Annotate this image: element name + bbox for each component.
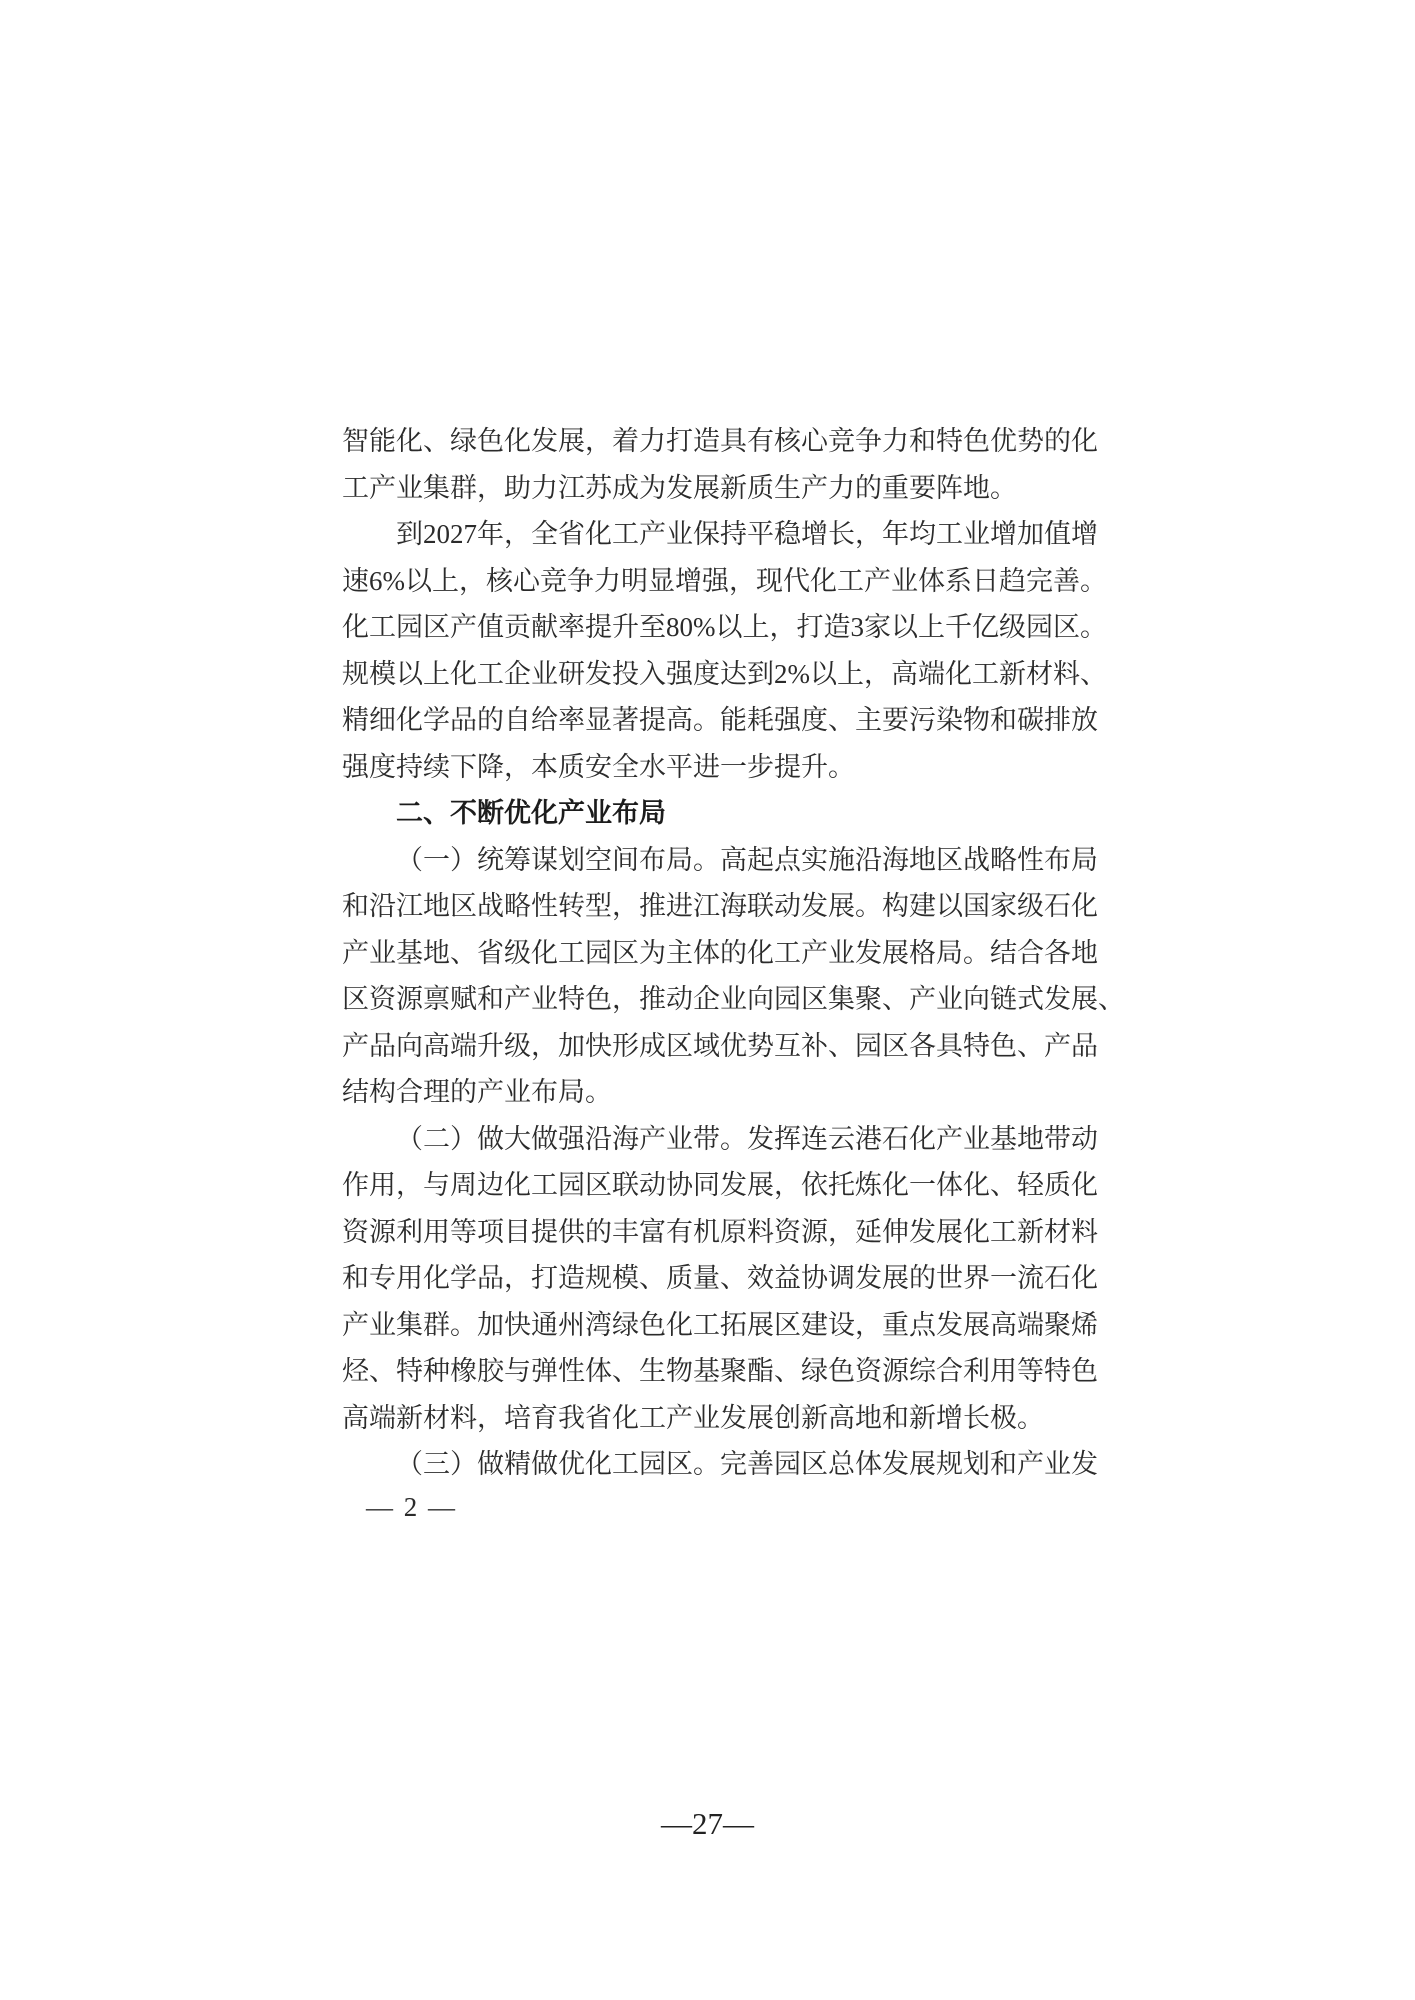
text-line: 精细化学品的自给率显著提高。能耗强度、主要污染物和碳排放 (342, 705, 1098, 735)
text-line: 强度持续下降，本质安全水平进一步提升。 (342, 751, 855, 782)
text-line: 智能化、绿色化发展，着力打造具有核心竞争力和特色优势的化 (342, 426, 1098, 456)
text-line: 到2027年，全省化工产业保持平稳增长，年均工业增加值增 (396, 519, 1098, 549)
footer-page-number: —27— (661, 1806, 754, 1841)
text-line: （二）做大做强沿海产业带。发挥连云港石化产业基地带动 (396, 1123, 1098, 1154)
inner-page-number: — 2 — (366, 1492, 457, 1522)
section-heading: 二、不断优化产业布局 (396, 798, 666, 828)
text-line: 工产业集群，助力江苏成为发展新质生产力的重要阵地。 (342, 472, 1017, 503)
text-line: 高端新材料，培育我省化工产业发展创新高地和新增长极。 (342, 1402, 1044, 1433)
text-line: 区资源禀赋和产业特色，推动企业向园区集聚、产业向链式发展、 (342, 984, 1125, 1014)
document-text-block (342, 418, 1125, 1488)
text-line: 结构合理的产业布局。 (342, 1077, 612, 1107)
text-line: 作用，与周边化工园区联动协同发展，依托炼化一体化、轻质化 (342, 1170, 1098, 1200)
text-line: （三）做精做优化工园区。完善园区总体发展规划和产业发 (396, 1449, 1098, 1479)
text-line: 和专用化学品，打造规模、质量、效益协调发展的世界一流石化 (342, 1263, 1098, 1293)
text-line: 产业集群。加快通州湾绿色化工拓展区建设，重点发展高端聚烯 (342, 1309, 1098, 1340)
text-line: 规模以上化工企业研发投入强度达到2%以上，高端化工新材料、 (342, 658, 1107, 689)
text-line: （一）统筹谋划空间布局。高起点实施沿海地区战略性布局 (396, 844, 1098, 875)
text-line: 资源利用等项目提供的丰富有机原料资源，延伸发展化工新材料 (342, 1216, 1098, 1247)
text-line: 烃、特种橡胶与弹性体、生物基聚酯、绿色资源综合利用等特色 (342, 1356, 1098, 1386)
text-line: 产业基地、省级化工园区为主体的化工产业发展格局。结合各地 (342, 937, 1098, 968)
text-line: 速6%以上，核心竞争力明显增强，现代化工产业体系日趋完善。 (342, 565, 1107, 596)
text-line: 和沿江地区战略性转型，推进江海联动发展。构建以国家级石化 (342, 891, 1098, 921)
text-line: 化工园区产值贡献率提升至80%以上，打造3家以上千亿级园区。 (342, 612, 1107, 642)
text-line: 产品向高端升级，加快形成区域优势互补、园区各具特色、产品 (342, 1030, 1098, 1061)
